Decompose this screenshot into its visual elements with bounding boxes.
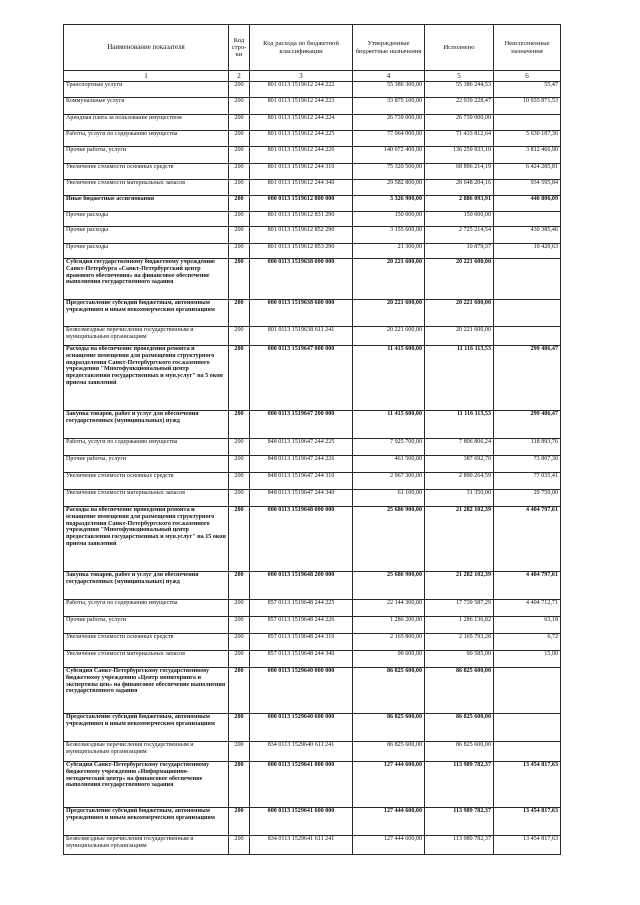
- row-approved: 3 326 900,00: [353, 196, 425, 212]
- row-classification: 000 0113 1519648 200 000: [250, 572, 353, 600]
- row-name: Транспортные услуги: [64, 82, 229, 98]
- row-classification: 801 0113 1519612 244 223: [250, 98, 353, 115]
- row-code: 200: [229, 668, 250, 714]
- row-code: 200: [229, 490, 250, 507]
- table-row: [64, 714, 561, 742]
- table-row: [64, 346, 561, 411]
- row-code: 200: [229, 762, 250, 808]
- row-executed: 28 648 204,16: [425, 180, 494, 196]
- row-code: 200: [229, 714, 250, 742]
- table-row: [64, 634, 561, 651]
- row-code: 200: [229, 212, 250, 227]
- row-code: 200: [229, 411, 250, 439]
- row-name: Прочие работы, услуги: [64, 456, 229, 473]
- column-number: 4: [353, 71, 425, 82]
- header-row: [64, 25, 561, 71]
- row-name: Увеличение стоимости основных средств: [64, 164, 229, 180]
- row-approved: 1 286 200,00: [353, 617, 425, 634]
- row-remaining: 73 807,30: [494, 456, 561, 473]
- row-executed: 68 896 214,19: [425, 164, 494, 180]
- row-name: Коммунальные услуги: [64, 98, 229, 115]
- row-executed: 71 433 812,64: [425, 131, 494, 147]
- column-number: 3: [250, 71, 353, 82]
- table-row: [64, 808, 561, 836]
- row-executed: 21 282 102,39: [425, 507, 494, 572]
- row-code: 200: [229, 244, 250, 259]
- row-executed: 11 116 113,53: [425, 346, 494, 411]
- row-name: Работы, услуги по содержанию имущества: [64, 439, 229, 456]
- row-remaining: [494, 668, 561, 714]
- row-remaining: 934 595,84: [494, 180, 561, 196]
- row-executed: 113 989 782,37: [425, 808, 494, 836]
- table-row: [64, 164, 561, 180]
- table-row: [64, 196, 561, 212]
- row-classification: 000 0113 1529641 000 000: [250, 762, 353, 808]
- row-name: Предоставление субсидий бюджетным, автономным учреждениям и иным некоммерческим организациям: [64, 300, 229, 327]
- row-classification: 857 0113 1519648 244 340: [250, 651, 353, 668]
- row-classification: 000 0113 1519612 800 000: [250, 196, 353, 212]
- row-code: 200: [229, 473, 250, 490]
- row-approved: 75 320 500,00: [353, 164, 425, 180]
- row-approved: 20 221 600,00: [353, 327, 425, 346]
- row-name: Прочие расходы: [64, 244, 229, 259]
- row-executed: 20 221 600,00: [425, 259, 494, 300]
- table-row: [64, 600, 561, 617]
- row-remaining: 10 420,63: [494, 244, 561, 259]
- row-approved: 25 686 900,00: [353, 572, 425, 600]
- row-remaining: 4 404 797,61: [494, 572, 561, 600]
- row-classification: 000 0113 1529641 600 000: [250, 808, 353, 836]
- row-name: Закупка товаров, работ и услуг для обеспечения государственных (муниципальных) нужд: [64, 411, 229, 439]
- row-executed: 20 221 600,00: [425, 300, 494, 327]
- row-classification: 848 0113 1519647 244 225: [250, 439, 353, 456]
- budget-execution-table: [63, 24, 561, 855]
- row-classification: 857 0113 1519648 244 310: [250, 634, 353, 651]
- header-classification-code: Код расхода по бюджетной классификации: [250, 25, 353, 71]
- column-number: 6: [494, 71, 561, 82]
- row-approved: 55 386 300,00: [353, 82, 425, 98]
- row-name: Предоставление субсидий бюджетным, автономным учреждениям и иным некоммерческим организациям: [64, 808, 229, 836]
- row-classification: 000 0113 1529640 000 000: [250, 668, 353, 714]
- table-row: [64, 180, 561, 196]
- row-executed: 136 259 933,10: [425, 147, 494, 164]
- column-number: 5: [425, 71, 494, 82]
- header-line-code: Код стро-ки: [229, 25, 250, 71]
- row-approved: 86 825 600,00: [353, 742, 425, 762]
- table-row: [64, 131, 561, 147]
- row-remaining: 6,72: [494, 634, 561, 651]
- row-remaining: [494, 259, 561, 300]
- row-executed: 31 350,00: [425, 490, 494, 507]
- row-classification: 857 0113 1519648 244 226: [250, 617, 353, 634]
- row-name: Увеличение стоимости материальных запасов: [64, 180, 229, 196]
- table-row: [64, 244, 561, 259]
- row-approved: 86 825 600,00: [353, 668, 425, 714]
- row-approved: 2 165 800,00: [353, 634, 425, 651]
- row-approved: 150 000,00: [353, 212, 425, 227]
- row-approved: 127 444 600,00: [353, 762, 425, 808]
- row-name: Увеличение стоимости основных средств: [64, 473, 229, 490]
- row-remaining: 440 806,09: [494, 196, 561, 212]
- row-code: 200: [229, 742, 250, 762]
- row-executed: 86 825 600,00: [425, 668, 494, 714]
- row-name: Безвозмездные перечисления государственным и муниципальным организациям: [64, 327, 229, 346]
- row-approved: 127 444 600,00: [353, 836, 425, 855]
- table-row: [64, 411, 561, 439]
- row-code: 200: [229, 98, 250, 115]
- row-classification: 000 0113 1519638 600 000: [250, 300, 353, 327]
- row-code: 200: [229, 115, 250, 131]
- row-approved: 3 155 600,00: [353, 227, 425, 244]
- table-row: [64, 439, 561, 456]
- row-approved: 140 072 400,00: [353, 147, 425, 164]
- row-executed: 2 890 264,59: [425, 473, 494, 490]
- column-number: 2: [229, 71, 250, 82]
- row-code: 200: [229, 507, 250, 572]
- row-classification: 801 0113 1519612 852 290: [250, 227, 353, 244]
- row-executed: 1 286 136,82: [425, 617, 494, 634]
- row-approved: 33 875 100,00: [353, 98, 425, 115]
- row-remaining: 430 385,46: [494, 227, 561, 244]
- row-classification: 834 0113 1529640 611 241: [250, 742, 353, 762]
- row-remaining: 6 424 285,81: [494, 164, 561, 180]
- row-approved: 461 500,00: [353, 456, 425, 473]
- table-row: [64, 490, 561, 507]
- row-code: 200: [229, 456, 250, 473]
- row-name: Прочие работы, услуги: [64, 617, 229, 634]
- row-classification: 834 0113 1529641 611 241: [250, 836, 353, 855]
- table-row: [64, 300, 561, 327]
- row-classification: 801 0113 1519612 244 340: [250, 180, 353, 196]
- row-name: Работы, услуги по содержанию имущества: [64, 600, 229, 617]
- row-remaining: 13 454 817,63: [494, 808, 561, 836]
- table-row: [64, 456, 561, 473]
- row-executed: 7 806 806,24: [425, 439, 494, 456]
- row-code: 200: [229, 600, 250, 617]
- header-approved: Утвержденные бюджетные назначения: [353, 25, 425, 71]
- table-row: [64, 98, 561, 115]
- row-code: 200: [229, 82, 250, 98]
- row-remaining: 4 404 797,61: [494, 507, 561, 572]
- row-name: Прочие расходы: [64, 227, 229, 244]
- row-approved: 90 600,00: [353, 651, 425, 668]
- row-name: Увеличение стоимости основных средств: [64, 634, 229, 651]
- row-approved: 20 221 600,00: [353, 259, 425, 300]
- table-row: [64, 836, 561, 855]
- row-code: 200: [229, 346, 250, 411]
- column-number-row: [64, 71, 561, 82]
- row-remaining: 299 486,47: [494, 411, 561, 439]
- row-code: 200: [229, 131, 250, 147]
- row-classification: 000 0113 1519648 000 000: [250, 507, 353, 572]
- row-code: 200: [229, 327, 250, 346]
- row-remaining: 118 893,76: [494, 439, 561, 456]
- row-remaining: 15,00: [494, 651, 561, 668]
- row-classification: 801 0113 1519638 611 241: [250, 327, 353, 346]
- table-row: [64, 507, 561, 572]
- row-executed: 113 989 782,37: [425, 762, 494, 808]
- row-code: 200: [229, 572, 250, 600]
- row-name: Расходы на обеспечение проведения ремонта и оснащение помещения для размещения структурного подразделения Санкт-Петербургского гос.казенного учреждения "Многофункциональный центр предоставления государственных и мун.услуг" на 15 окон приема заявлений: [64, 507, 229, 572]
- row-remaining: 13 454 817,63: [494, 836, 561, 855]
- table-row: [64, 227, 561, 244]
- row-code: 200: [229, 227, 250, 244]
- row-executed: 22 939 228,47: [425, 98, 494, 115]
- table-row: [64, 147, 561, 164]
- table-row: [64, 617, 561, 634]
- row-name: Безвозмездные перечисления государственным и муниципальным организациям: [64, 742, 229, 762]
- row-executed: 113 989 782,37: [425, 836, 494, 855]
- row-name: Работы, услуги по содержанию имущества: [64, 131, 229, 147]
- table-row: [64, 473, 561, 490]
- row-code: 200: [229, 808, 250, 836]
- row-classification: 848 0113 1519647 244 310: [250, 473, 353, 490]
- row-name: Субсидия Санкт-Петербургскому государственному бюджетному учреждению «Информационно-методический центр» на финансовое обеспечение выполнения государственного задания: [64, 762, 229, 808]
- row-remaining: [494, 327, 561, 346]
- table-row: [64, 259, 561, 300]
- header-executed: Исполнено: [425, 25, 494, 71]
- row-remaining: 5 630 187,36: [494, 131, 561, 147]
- row-executed: 26 739 000,00: [425, 115, 494, 131]
- row-executed: 2 886 093,91: [425, 196, 494, 212]
- row-executed: 2 725 214,54: [425, 227, 494, 244]
- row-code: 200: [229, 164, 250, 180]
- table-row: [64, 742, 561, 762]
- row-name: Расходы на обеспечение проведения ремонта и оснащение помещения для размещения структурного подразделения Санкт-Петербургского гос.казенного учреждения "Многофункциональный центр предоставления государственных и мун.услуг" на 5 окон приема заявлений: [64, 346, 229, 411]
- row-executed: 387 692,70: [425, 456, 494, 473]
- table-row: [64, 212, 561, 227]
- table-row: [64, 762, 561, 808]
- table-row: [64, 651, 561, 668]
- row-code: 200: [229, 300, 250, 327]
- row-name: Увеличение стоимости материальных запасов: [64, 651, 229, 668]
- row-approved: 25 686 900,00: [353, 507, 425, 572]
- row-classification: 848 0113 1519647 244 340: [250, 490, 353, 507]
- row-code: 200: [229, 180, 250, 196]
- row-executed: 11 116 113,53: [425, 411, 494, 439]
- table-row: [64, 82, 561, 98]
- row-classification: 801 0113 1519612 831 290: [250, 212, 353, 227]
- row-approved: 77 064 000,00: [353, 131, 425, 147]
- row-code: 200: [229, 147, 250, 164]
- row-approved: 2 967 300,00: [353, 473, 425, 490]
- row-executed: 150 000,00: [425, 212, 494, 227]
- row-remaining: 29 750,00: [494, 490, 561, 507]
- row-code: 200: [229, 634, 250, 651]
- row-executed: 2 165 793,28: [425, 634, 494, 651]
- row-approved: 26 739 000,00: [353, 115, 425, 131]
- row-name: Прочие расходы: [64, 212, 229, 227]
- row-executed: 55 386 244,53: [425, 82, 494, 98]
- row-executed: 86 825 600,00: [425, 714, 494, 742]
- row-remaining: 63,18: [494, 617, 561, 634]
- table-row: [64, 668, 561, 714]
- row-classification: 801 0113 1519612 244 310: [250, 164, 353, 180]
- row-remaining: [494, 742, 561, 762]
- row-remaining: [494, 212, 561, 227]
- row-approved: 22 144 300,00: [353, 600, 425, 617]
- row-remaining: 4 404 712,71: [494, 600, 561, 617]
- header-remaining: Неисполненные назначения: [494, 25, 561, 71]
- row-name: Субсидия государственному бюджетному учреждению Санкт-Петербурга «Санкт-Петербургский центр правового обеспечения» на финансовое обеспечение выполнения государственного задания: [64, 259, 229, 300]
- row-remaining: 55,47: [494, 82, 561, 98]
- row-name: Предоставление субсидий бюджетным, автономным учреждениям и иным некоммерческим организациям: [64, 714, 229, 742]
- row-approved: 127 444 600,00: [353, 808, 425, 836]
- row-code: 200: [229, 259, 250, 300]
- row-approved: 21 300,00: [353, 244, 425, 259]
- row-code: 200: [229, 196, 250, 212]
- row-name: Арендная плата за пользование имуществом: [64, 115, 229, 131]
- row-approved: 61 100,00: [353, 490, 425, 507]
- row-remaining: 299 486,47: [494, 346, 561, 411]
- table-row: [64, 115, 561, 131]
- row-classification: 000 0113 1529640 600 000: [250, 714, 353, 742]
- row-classification: 857 0113 1519648 244 225: [250, 600, 353, 617]
- row-executed: 10 879,37: [425, 244, 494, 259]
- row-code: 200: [229, 651, 250, 668]
- row-approved: 7 925 700,00: [353, 439, 425, 456]
- row-classification: 000 0113 1519647 000 000: [250, 346, 353, 411]
- row-classification: 000 0113 1519647 200 000: [250, 411, 353, 439]
- row-classification: 801 0113 1519612 244 224: [250, 115, 353, 131]
- row-name: Закупка товаров, работ и услуг для обеспечения государственных (муниципальных) нужд: [64, 572, 229, 600]
- row-remaining: 3 812 466,90: [494, 147, 561, 164]
- row-remaining: 10 935 871,53: [494, 98, 561, 115]
- column-number: 1: [64, 71, 229, 82]
- row-name: Иные бюджетные ассигнования: [64, 196, 229, 212]
- row-approved: 11 415 600,00: [353, 346, 425, 411]
- row-executed: 21 282 102,39: [425, 572, 494, 600]
- row-remaining: [494, 115, 561, 131]
- row-approved: 11 415 600,00: [353, 411, 425, 439]
- header-indicator-name: Наименование показателя: [64, 25, 229, 71]
- row-approved: 29 582 800,00: [353, 180, 425, 196]
- row-name: Увеличение стоимости материальных запасов: [64, 490, 229, 507]
- row-approved: 20 221 600,00: [353, 300, 425, 327]
- row-remaining: [494, 714, 561, 742]
- row-name: Субсидия Санкт-Петербургскому государственному бюджетному учреждению «Центр мониторинга и экспертизы цен» на финансовое обеспечение выполнения государственного задания: [64, 668, 229, 714]
- row-code: 200: [229, 617, 250, 634]
- row-classification: 801 0113 1519612 853 290: [250, 244, 353, 259]
- row-classification: 000 0113 1519638 000 000: [250, 259, 353, 300]
- row-name: Прочие работы, услуги: [64, 147, 229, 164]
- table-row: [64, 327, 561, 346]
- row-name: Безвозмездные перечисления государственным и муниципальным организациям: [64, 836, 229, 855]
- table-row: [64, 572, 561, 600]
- row-remaining: [494, 300, 561, 327]
- row-executed: 17 739 587,29: [425, 600, 494, 617]
- row-classification: 801 0113 1519612 244 226: [250, 147, 353, 164]
- row-code: 200: [229, 836, 250, 855]
- row-executed: 20 221 600,00: [425, 327, 494, 346]
- row-approved: 86 825 600,00: [353, 714, 425, 742]
- row-executed: 90 585,00: [425, 651, 494, 668]
- row-remaining: 13 454 817,63: [494, 762, 561, 808]
- row-classification: 848 0113 1519647 244 226: [250, 456, 353, 473]
- row-executed: 86 825 600,00: [425, 742, 494, 762]
- row-classification: 801 0113 1519612 244 225: [250, 131, 353, 147]
- row-remaining: 77 035,41: [494, 473, 561, 490]
- row-code: 200: [229, 439, 250, 456]
- row-classification: 801 0113 1519612 244 222: [250, 82, 353, 98]
